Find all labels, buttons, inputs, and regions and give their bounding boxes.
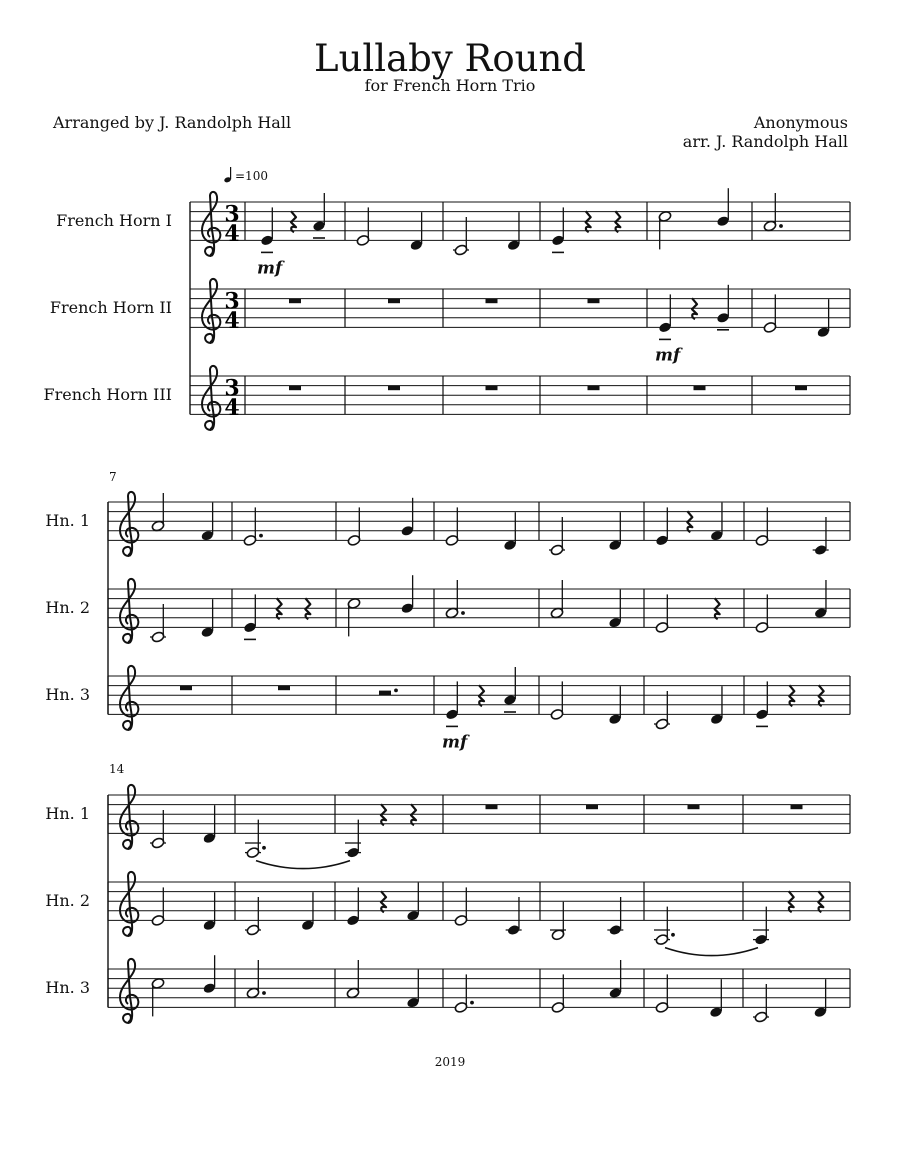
dynamic-mark: mf (442, 732, 468, 753)
measure (549, 512, 622, 556)
arranger-credit: Arranged by J. Randolph Hall (53, 113, 292, 132)
time-signature-top: 3 (224, 288, 240, 315)
measure (654, 686, 724, 730)
whole-rest-icon (388, 299, 400, 304)
whole-rest-icon (289, 299, 301, 304)
dynamic-mark: mf (257, 258, 283, 279)
dynamic-mark: mf (655, 345, 681, 366)
measure (755, 681, 824, 726)
measure (388, 299, 400, 304)
staff (45, 575, 850, 643)
footer-year: 2019 (434, 1055, 466, 1069)
staff (45, 492, 850, 556)
measure (346, 960, 420, 1009)
whole-rest-icon (586, 805, 598, 810)
part-name: Hn. 3 (45, 978, 90, 998)
measure (688, 805, 700, 810)
measure (150, 805, 216, 849)
whole-rest-icon (289, 386, 301, 391)
measure (454, 887, 522, 936)
measure-number: 7 (109, 470, 117, 484)
whole-rest-icon (486, 386, 498, 391)
augmentation-dot (259, 534, 263, 538)
staff (45, 785, 850, 869)
measure (347, 498, 414, 547)
whole-rest-icon (180, 686, 192, 691)
whole-rest-icon (588, 386, 600, 391)
measure (486, 805, 498, 810)
measure (795, 386, 807, 391)
measure (694, 386, 706, 391)
measure (755, 507, 829, 556)
measure (445, 507, 517, 551)
staff (45, 955, 850, 1023)
measure (586, 805, 598, 810)
augmentation-dot (461, 611, 465, 615)
part-name: Hn. 3 (45, 685, 90, 705)
whole-rest-icon (694, 386, 706, 391)
composer-line-2: arr. J. Randolph Hall (682, 132, 848, 151)
score-system (45, 470, 850, 752)
measure (658, 285, 730, 340)
measure-number: 14 (109, 762, 125, 776)
augmentation-dot (779, 224, 783, 228)
whole-rest-icon (486, 299, 498, 304)
augmentation-dot (262, 991, 266, 995)
tie-curve (256, 861, 350, 869)
measure (346, 883, 420, 927)
part-name: Hn. 1 (45, 511, 90, 531)
time-signature-top: 3 (224, 375, 240, 402)
whole-rest-icon (388, 386, 400, 391)
measure (550, 681, 622, 725)
measure (791, 805, 803, 810)
part-name: Hn. 2 (45, 891, 90, 911)
part-name: French Horn III (43, 385, 172, 405)
tie-curve (665, 948, 758, 956)
score-subtitle: for French Horn Trio (364, 76, 536, 95)
measure (550, 897, 623, 941)
measure (151, 493, 214, 542)
time-signature-bottom: 4 (224, 394, 240, 421)
score-system (44, 188, 850, 430)
measure (588, 386, 600, 391)
measure (753, 979, 827, 1023)
measure (245, 820, 266, 859)
staff (45, 666, 850, 730)
measure (278, 686, 290, 691)
whole-rest-icon (791, 805, 803, 810)
tempo-value: =100 (235, 169, 268, 183)
measure (388, 386, 400, 391)
measure (763, 193, 783, 232)
time-signature-bottom: 4 (224, 220, 240, 247)
part-name: French Horn I (56, 211, 172, 231)
time-signature (224, 289, 239, 334)
measure (379, 689, 398, 696)
whole-rest-icon (486, 805, 498, 810)
measure (655, 503, 724, 547)
augmentation-dot (262, 846, 266, 850)
time-signature (224, 202, 239, 247)
staff (44, 366, 850, 430)
measure (150, 599, 214, 643)
measure (655, 974, 723, 1018)
time-signature (224, 376, 239, 421)
score-system (45, 762, 850, 1023)
staff (56, 188, 850, 256)
staff (50, 279, 850, 343)
measure (289, 386, 301, 391)
measure (151, 887, 216, 931)
composer-line-1: Anonymous (753, 113, 848, 132)
measure (356, 207, 423, 251)
whole-rest-icon (588, 299, 600, 304)
measure (551, 960, 622, 1013)
whole-rest-icon (795, 386, 807, 391)
measure (486, 299, 498, 304)
measure (243, 594, 310, 639)
augmentation-dot (470, 1001, 474, 1005)
time-signature-top: 3 (224, 201, 240, 228)
score-title: Lullaby Round (314, 37, 586, 80)
time-signature-bottom: 4 (224, 307, 240, 334)
measure (755, 580, 828, 633)
measure (445, 580, 465, 619)
measure (486, 386, 498, 391)
measure (588, 299, 600, 304)
measure (453, 212, 521, 256)
part-name: French Horn II (49, 298, 172, 318)
augmentation-dot (394, 689, 398, 693)
measure (654, 907, 675, 946)
measure (550, 580, 622, 629)
measure (245, 892, 315, 936)
measure (246, 960, 266, 999)
half-rest-icon (379, 691, 391, 696)
part-name: Hn. 1 (45, 804, 90, 824)
measure (180, 686, 192, 691)
staff (45, 872, 850, 956)
augmentation-dot (671, 933, 675, 937)
measure (763, 294, 830, 338)
whole-rest-icon (688, 805, 700, 810)
measure (289, 299, 301, 304)
measure (551, 207, 620, 252)
whole-rest-icon (278, 686, 290, 691)
part-name: Hn. 2 (45, 598, 90, 618)
